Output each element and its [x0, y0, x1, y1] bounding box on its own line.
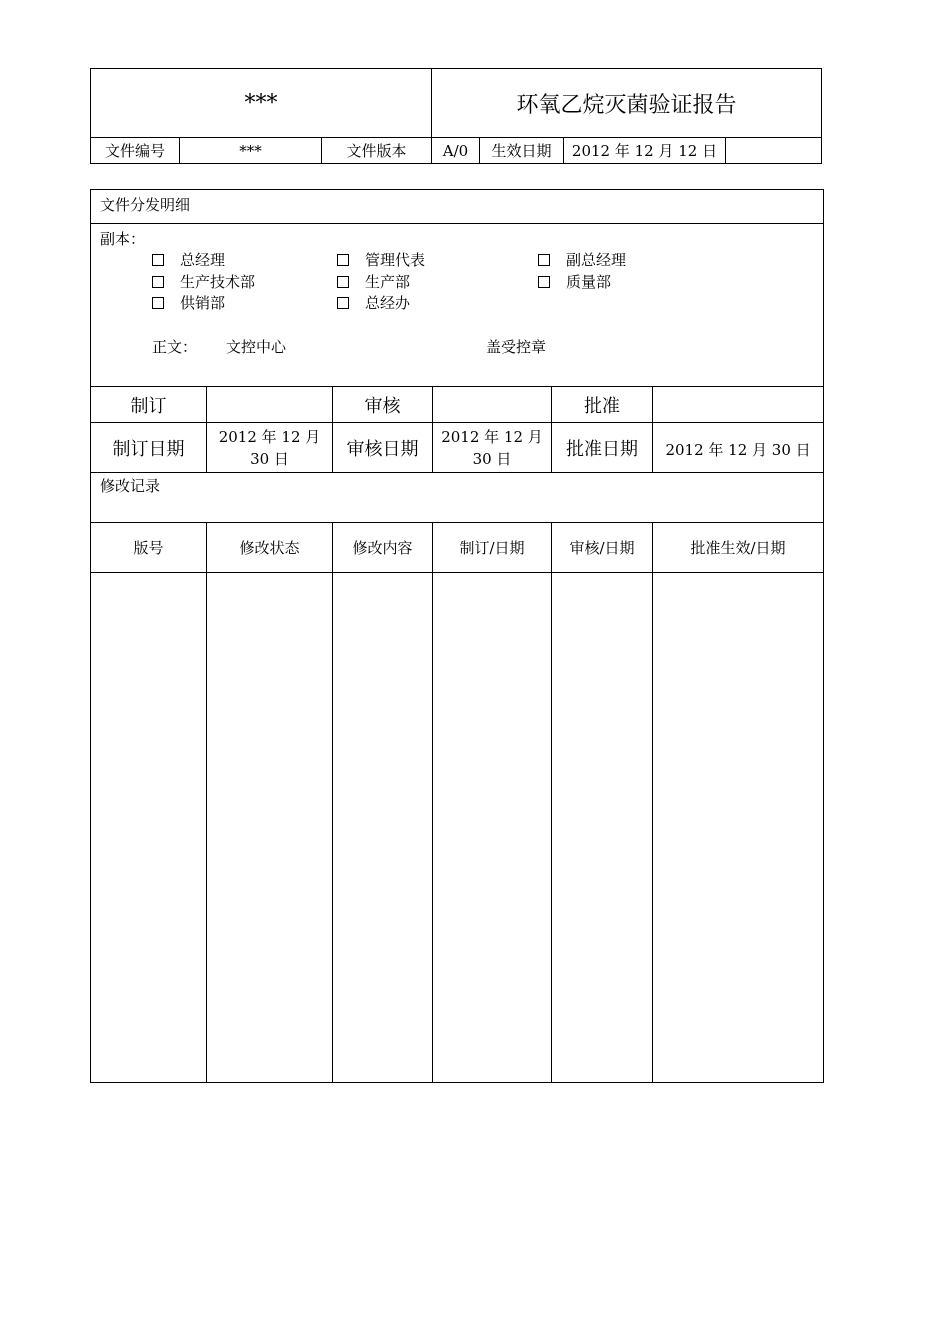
approve-date-label: 批准日期	[552, 423, 653, 473]
effective-date-value: 2012 年 12 月 12 日	[564, 138, 726, 164]
drafted-value	[207, 387, 333, 423]
review-date-value: 2012 年 12 月 30 日	[433, 423, 552, 473]
checkbox-icon[interactable]	[538, 276, 550, 288]
column-header: 版号	[91, 523, 207, 573]
distribution-title: 文件分发明细	[91, 190, 824, 224]
column-header: 制订/日期	[433, 523, 552, 573]
column-header: 审核/日期	[552, 523, 653, 573]
checkbox-icon[interactable]	[538, 254, 550, 266]
table-cell	[552, 573, 653, 1083]
recipient-item: 管理代表	[337, 249, 425, 270]
column-header: 修改内容	[333, 523, 433, 573]
revision-header-row	[91, 523, 824, 573]
doc-no-value: ***	[180, 138, 322, 164]
approve-value	[653, 387, 824, 423]
checkbox-icon[interactable]	[152, 297, 164, 309]
table-cell	[433, 573, 552, 1083]
document-control-table	[90, 189, 824, 1083]
recipient-item: 总经办	[337, 292, 410, 313]
document-title: 环氧乙烷灭菌验证报告	[432, 69, 822, 138]
recipient-item: 总经理	[152, 249, 225, 270]
table-cell	[207, 573, 333, 1083]
checkbox-icon[interactable]	[337, 276, 349, 288]
revision-record-title: 修改记录	[91, 473, 824, 523]
review-date-label: 审核日期	[333, 423, 433, 473]
drafted-date-label: 制订日期	[91, 423, 207, 473]
drafted-label: 制订	[91, 387, 207, 423]
effective-date-label: 生效日期	[480, 138, 564, 164]
table-cell	[91, 573, 207, 1083]
recipient-item: 副总经理	[538, 249, 626, 270]
stamp-note: 盖受控章	[486, 338, 547, 356]
column-header: 批准生效/日期	[653, 523, 824, 573]
checkbox-icon[interactable]	[152, 254, 164, 266]
header-empty-cell	[726, 138, 822, 164]
original-label: 正文：	[152, 338, 198, 356]
review-label: 审核	[333, 387, 433, 423]
review-value	[433, 387, 552, 423]
version-label: 文件版本	[322, 138, 432, 164]
revision-empty-row	[91, 573, 824, 1083]
recipient-item: 质量部	[538, 271, 611, 292]
approve-date-value: 2012 年 12 月 30 日	[653, 423, 824, 473]
doc-no-label: 文件编号	[91, 138, 180, 164]
recipient-item: 生产技术部	[152, 271, 255, 292]
recipient-item: 供销部	[152, 292, 225, 313]
table-cell	[653, 573, 824, 1083]
column-header: 修改状态	[207, 523, 333, 573]
table-cell	[333, 573, 433, 1083]
drafted-date-value: 2012 年 12 月 30 日	[207, 423, 333, 473]
copies-label: 副本：	[100, 230, 146, 248]
approve-label: 批准	[552, 387, 653, 423]
checkbox-icon[interactable]	[337, 254, 349, 266]
recipient-item: 生产部	[337, 271, 410, 292]
document-code-display: ***	[91, 69, 432, 138]
distribution-details	[91, 224, 824, 387]
checkbox-icon[interactable]	[337, 297, 349, 309]
checkbox-icon[interactable]	[152, 276, 164, 288]
original-holder: 文控中心	[226, 338, 287, 356]
document-header	[90, 68, 822, 164]
version-value: A/0	[432, 138, 480, 164]
